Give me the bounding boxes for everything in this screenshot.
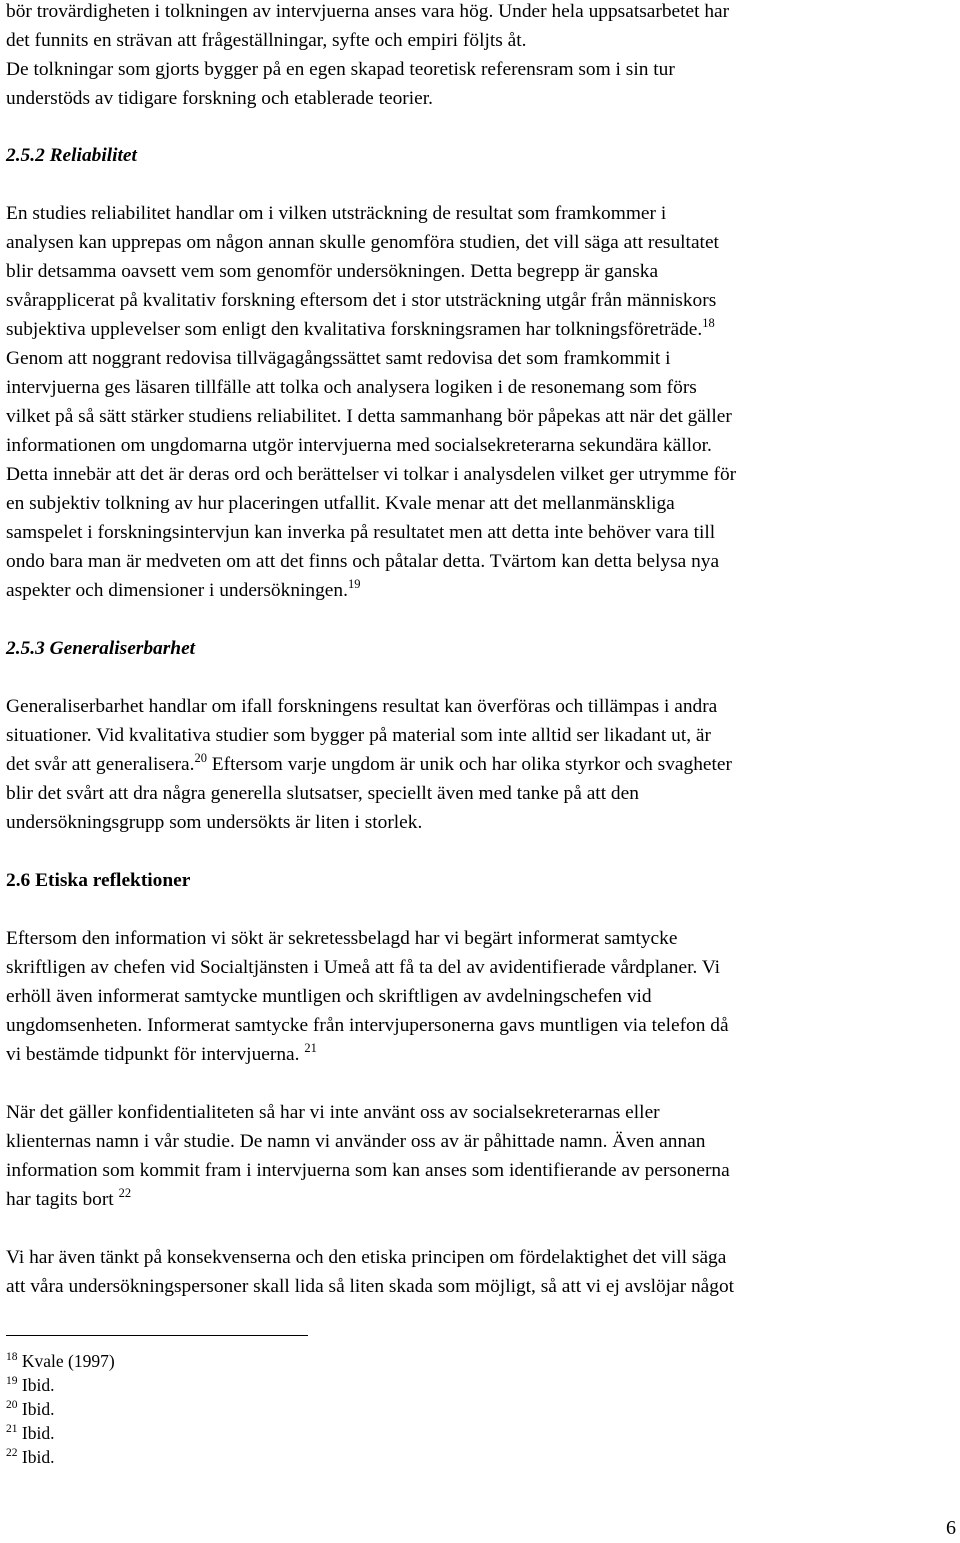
reliabilitet-line-3: blir detsamma oavsett vem som genomför undersökningen. Detta begrepp är ganska [6, 261, 659, 282]
etiska-p3-line-1: Vi har även tänkt på konsekvenserna och den etiska principen om fördelaktighet det vill säga [6, 1247, 727, 1268]
footnote-text: Ibid. [21, 1423, 55, 1443]
reliabilitet-line-13: ondo bara man är medveten om att det finns och påtalar detta. Tvärtom kan detta belysa nya [6, 551, 720, 572]
page-number: 6 [946, 1517, 956, 1539]
reliabilitet-line-10: Detta innebär att det är deras ord och berättelser vi tolkar i analysdelen vilket ger utrymme för [6, 464, 737, 485]
reliabilitet-line-11: en subjektiv tolkning av hur placeringen utfallit. Kvale menar att det mellanmänskliga [6, 493, 675, 514]
footnote-21 [6, 1421, 54, 1445]
footnote-text: Ibid. [21, 1399, 55, 1419]
reliabilitet-line-7: intervjuerna ges läsaren tillfälle att tolka och analysera logiken i de resonemang som förs [6, 377, 697, 398]
reliabilitet-line-5 [6, 315, 956, 344]
footnote-text: Kvale (1997) [21, 1351, 115, 1371]
generaliserbarhet-line-3b: Eftersom varje ungdom är unik och har olika styrkor och svagheter [206, 754, 732, 775]
footnote-number: 21 [6, 1423, 18, 1435]
etiska-p1-line-5 [6, 1040, 956, 1069]
footnote-22 [6, 1445, 54, 1469]
reliabilitet-line-6: Genom att noggrant redovisa tillvägagångssättet samt redovisa det som framkommit i [6, 348, 671, 369]
generaliserbarhet-line-3 [6, 750, 956, 779]
heading-reliabilitet: 2.5.2 Reliabilitet [6, 145, 137, 166]
etiska-p3-line-2: att våra undersökningspersoner skall lida så liten skada som möjligt, så att vi ej avslöjar något [6, 1276, 735, 1297]
footnote-number: 20 [6, 1399, 18, 1411]
reliabilitet-line-2: analysen kan upprepas om någon annan skulle genomföra studien, det vill säga att resultatet [6, 232, 719, 253]
footnote-20 [6, 1397, 54, 1421]
generaliserbarhet-line-2: situationer. Vid kvalitativa studier som bygger på material som inte alltid ser likadant ut, är [6, 725, 711, 746]
footnote-ref-19[interactable]: 19 [347, 577, 361, 591]
reliabilitet-line-4: svårapplicerat på kvalitativ forskning eftersom det i stor utsträckning utgår från människors [6, 290, 717, 311]
continuation-line-2: det funnits en strävan att frågeställningar, syfte och empiri följts åt. [6, 30, 527, 51]
footnote-number: 19 [6, 1375, 18, 1387]
footnote-ref-20[interactable]: 20 [194, 751, 207, 765]
footnote-text: Ibid. [21, 1447, 55, 1467]
heading-generaliserbarhet: 2.5.3 Generaliserbarhet [6, 638, 196, 659]
generaliserbarhet-line-3a: det svår att generalisera. [6, 754, 195, 775]
etiska-p2-line-4-text: har tagits bort [6, 1189, 119, 1210]
footnote-separator [6, 1335, 308, 1336]
etiska-p1-line-3: erhöll även informerat samtycke muntligen och skriftligen av avdelningschefen vid [6, 986, 652, 1007]
generaliserbarhet-line-5: undersökningsgrupp som undersökts är liten i storlek. [6, 812, 423, 833]
etiska-p1-line-5-text: vi bestämde tidpunkt för intervjuerna. [6, 1044, 305, 1065]
reliabilitet-line-9: informationen om ungdomarna utgör intervjuerna med socialsekreterarna sekundära källor. [6, 435, 712, 456]
footnote-number: 18 [6, 1351, 18, 1363]
reliabilitet-line-5-text: subjektiva upplevelser som enligt den kvalitativa forskningsramen har tolkningsföreträde. [6, 319, 703, 340]
etiska-p1-line-1: Eftersom den information vi sökt är sekretessbelagd har vi begärt informerat samtycke [6, 928, 678, 949]
etiska-p2-line-3: information som kommit fram i intervjuerna som kan anses som identifierande av personerna [6, 1160, 730, 1181]
etiska-p1-line-2: skriftligen av chefen vid Socialtjänsten i Umeå att få ta del av avidentifierade vårdplaner. Vi [6, 957, 721, 978]
continuation-line-4: understöds av tidigare forskning och etablerade teorier. [6, 88, 433, 109]
etiska-p2-line-1: När det gäller konfidentialiteten så har vi inte använt oss av socialsekreterarnas eller [6, 1102, 660, 1123]
reliabilitet-line-14-text: aspekter och dimensioner i undersökningen. [6, 580, 348, 601]
footnote-ref-22[interactable]: 22 [118, 1186, 132, 1200]
reliabilitet-line-14 [6, 576, 956, 605]
footnote-ref-18[interactable]: 18 [702, 316, 715, 330]
etiska-p2-line-2: klienternas namn i vår studie. De namn vi använder oss av är påhittade namn. Även annan [6, 1131, 706, 1152]
reliabilitet-line-1: En studies reliabilitet handlar om i vilken utsträckning de resultat som framkommer i [6, 203, 667, 224]
reliabilitet-line-12: samspelet i forskningsintervjun kan inverka på resultatet men att detta inte behöver vara till [6, 522, 716, 543]
etiska-p2-line-4 [6, 1185, 956, 1214]
heading-etiska-reflektioner: 2.6 Etiska reflektioner [6, 870, 191, 891]
continuation-line-1: bör trovärdigheten i tolkningen av intervjuerna anses vara hög. Under hela uppsatsarbetet har [6, 1, 730, 22]
continuation-line-3: De tolkningar som gjorts bygger på en egen skapad teoretisk referensram som i sin tur [6, 59, 675, 80]
footnote-18 [6, 1349, 115, 1373]
reliabilitet-line-8: vilket på så sätt stärker studiens reliabilitet. I detta sammanhang bör påpekas att när det gäller [6, 406, 732, 427]
footnote-ref-21[interactable]: 21 [304, 1041, 317, 1055]
footnote-text: Ibid. [21, 1375, 55, 1395]
generaliserbarhet-line-4: blir det svårt att dra några generella slutsatser, speciellt även med tanke på att den [6, 783, 639, 804]
footnote-number: 22 [6, 1447, 18, 1459]
etiska-p1-line-4: ungdomsenheten. Informerat samtycke från intervjupersonerna gavs muntligen via telefon då [6, 1015, 729, 1036]
footnote-19 [6, 1373, 54, 1397]
generaliserbarhet-line-1: Generaliserbarhet handlar om ifall forskningens resultat kan överföras och tillämpas i andra [6, 696, 718, 717]
